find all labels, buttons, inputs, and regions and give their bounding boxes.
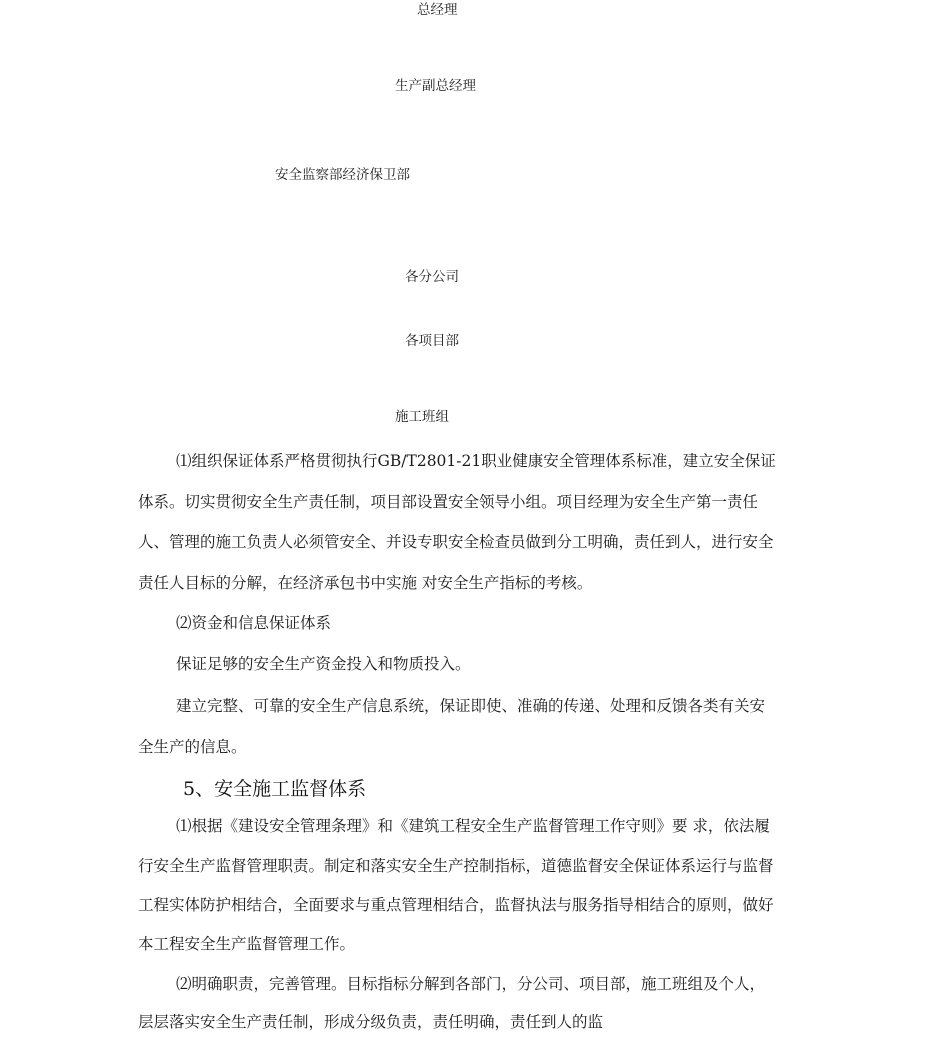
org-production-deputy-gm: 生产副总经理 [395, 78, 476, 94]
para5-line3: 工程实体防护相结合，全面要求与重点管理相结合，监督执法与服务指导相结合的原则，做好 [138, 896, 774, 914]
para5-line2: 行安全生产监督管理职责。制定和落实安全生产控制指标，道德监督安全保证体系运行与监督 [138, 857, 774, 875]
org-construction-teams: 施工班组 [395, 409, 449, 425]
org-general-manager: 总经理 [417, 2, 458, 18]
para4-line2: 全生产的信息。 [138, 738, 247, 756]
org-branch-companies: 各分公司 [405, 269, 459, 285]
para5-line1: ⑴根据《建设安全管理条理》和《建筑工程安全生产监督管理工作守则》要 求，依法履 [176, 817, 770, 835]
para2: ⑵资金和信息保证体系 [176, 614, 332, 632]
para1-line3: 人、管理的施工负责人必须管安全、并设专职安全检查员做到分工明确，责任到人，进行安全 [138, 533, 774, 551]
para3: 保证足够的安全生产资金投入和物质投入。 [176, 655, 471, 673]
para1-line2: 体系。切实贯彻安全生产责任制，项目部设置安全领导小组。项目经理为安全生产第一责任 [138, 493, 759, 511]
para6-line1: ⑵明确职责，完善管理。目标指标分解到各部门，分公司、项目部，施工班组及个人， [176, 975, 766, 993]
para4-line1: 建立完整、可靠的安全生产信息系统，保证即使、准确的传递、处理和反馈各类有关安 [176, 697, 766, 715]
section-heading: 5、安全施工监督体系 [183, 778, 367, 800]
para5-line4: 本工程安全生产监督管理工作。 [138, 935, 356, 953]
org-project-departments: 各项目部 [405, 333, 459, 349]
para1-line4: 责任人目标的分解，在经济承包书中实施 对安全生产指标的考核。 [138, 574, 593, 592]
para1-line1: ⑴组织保证体系严格贯彻执行GB/T2801-21职业健康安全管理体系标准，建立安全保证 [176, 452, 776, 470]
para6-line2: 层层落实安全生产责任制，形成分级负责，责任明确，责任到人的监 [138, 1013, 604, 1031]
org-departments: 安全监察部经济保卫部 [275, 167, 410, 183]
